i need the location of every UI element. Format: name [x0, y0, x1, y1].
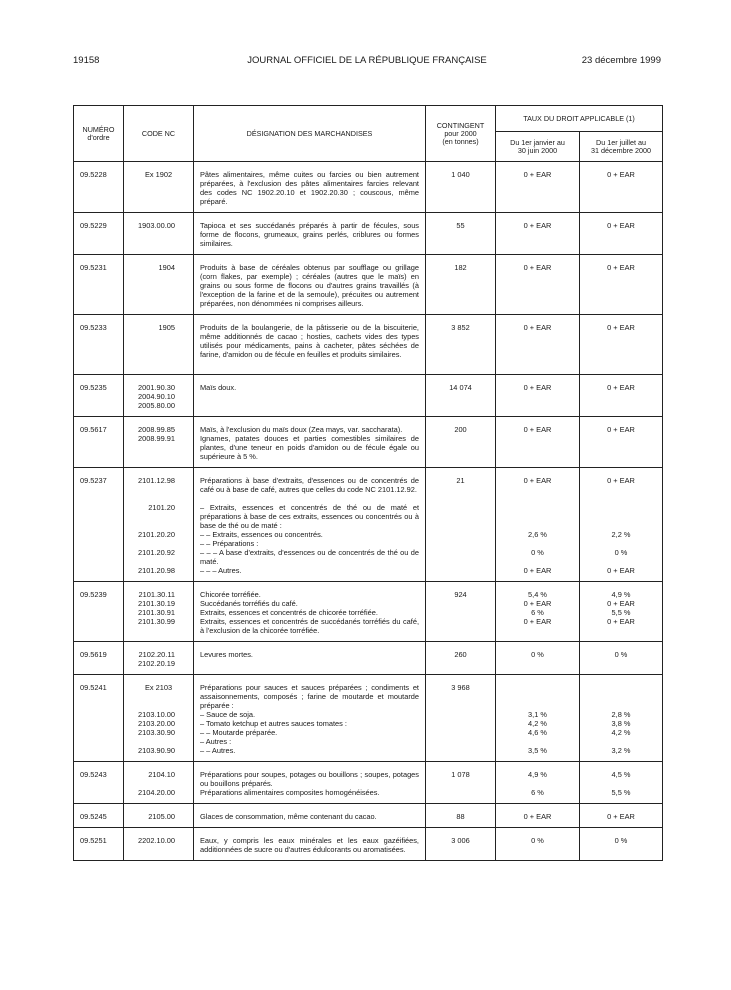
rate-period-1	[496, 503, 579, 530]
nc-code: 2102.20.11 2102.20.19	[138, 650, 175, 668]
rate-period-1	[496, 539, 579, 548]
nc-code: 2008.99.85	[138, 425, 175, 434]
nc-code: 2101.12.98	[138, 476, 175, 485]
rate-period-2-cell	[580, 162, 663, 213]
numero-cell	[74, 162, 124, 213]
rate-period-1: 0 + EAR	[523, 221, 552, 230]
code-cell	[124, 675, 194, 762]
nc-code: 2101.30.19	[138, 599, 175, 608]
contingent-value: 260	[454, 650, 467, 659]
code-cell	[124, 582, 194, 642]
designation-text: – – – A base d'extraits, d'essences ou de concentrés de thé ou de maté.	[200, 548, 422, 566]
rate-period-1: 0 + EAR	[523, 263, 552, 272]
designation-cell	[194, 375, 426, 417]
contingent-cell	[426, 582, 496, 642]
designation-cell	[194, 162, 426, 213]
rate-period-2: 0 + EAR	[607, 599, 635, 608]
table-row	[74, 255, 663, 315]
designation-text: – – Extraits, essences ou concentrés.	[200, 530, 323, 539]
rate-period-1: 0 + EAR	[523, 425, 552, 434]
rate-period-2	[580, 434, 662, 461]
order-number: 09.5241	[80, 683, 107, 692]
nc-code	[128, 737, 189, 746]
rate-period-2-cell	[580, 417, 663, 468]
rate-period-2: 3,8 %	[611, 719, 631, 728]
designation-text: Produits de la boulangerie, de la pâtisserie ou de la biscuiterie, même additionnés de cacao ; hosties, cachets vides des types utilisés pour médicaments, pains à cacheter, pâtes séchées de farine, d'amidon ou de fécule en feuilles et produits similaires.	[200, 323, 422, 359]
designation-cell	[194, 762, 426, 804]
designation-cell	[194, 828, 426, 861]
order-number: 09.5243	[80, 770, 107, 779]
rate-period-1: 5,4 %	[528, 590, 547, 599]
designation-text: – Sauce de soja.	[200, 710, 256, 719]
designation-cell	[194, 642, 426, 675]
code-cell	[124, 375, 194, 417]
rate-period-2: 3,2 %	[611, 746, 631, 755]
designation-text: Levures mortes.	[200, 650, 253, 659]
code-cell	[124, 642, 194, 675]
contingent-value: 200	[454, 425, 467, 434]
rate-period-1-cell	[496, 417, 580, 468]
designation-text: – Tomato ketchup et autres sauces tomates :	[200, 719, 347, 728]
rate-period-2-cell	[580, 642, 663, 675]
rate-period-1-cell	[496, 375, 580, 417]
code-cell	[124, 828, 194, 861]
designation-text: Glaces de consommation, même contenant du cacao.	[200, 812, 377, 821]
table-row	[74, 375, 663, 417]
designation-text: Produits à base de céréales obtenus par soufflage ou grillage (corn flakes, par exemple) ; céréales (autres que le maïs) en grains ou sous forme de flocons ou d'autres grains travaillés (à l'exception de la farine et de la semoule), précuites ou autrement préparées, non dénommées ni comprises ailleurs.	[200, 263, 422, 308]
contingent-value: 924	[454, 590, 467, 599]
journal-title: JOURNAL OFFICIEL DE LA RÉPUBLIQUE FRANÇAISE	[247, 55, 487, 66]
nc-code: 2202.10.00	[138, 836, 175, 845]
numero-cell	[74, 582, 124, 642]
code-cell	[124, 315, 194, 375]
nc-code: 2101.20.20	[138, 530, 175, 539]
contingent-value: 55	[456, 221, 465, 230]
nc-code: 2101.30.11	[138, 590, 175, 599]
designation-text: – – Moutarde préparée.	[200, 728, 278, 737]
rate-period-2-cell	[580, 762, 663, 804]
rate-period-2: 4,9 %	[611, 590, 631, 599]
rate-period-2: 0 + EAR	[607, 170, 635, 179]
contingent-cell	[426, 375, 496, 417]
rate-period-2	[580, 737, 662, 746]
order-number: 09.5251	[80, 836, 107, 845]
designation-cell	[194, 804, 426, 828]
table-row	[74, 675, 663, 762]
designation-text: Préparations pour sauces et sauces préparées ; condiments et assaisonnements, composés ; farine de moutarde et moutarde préparée :	[200, 683, 422, 710]
rate-period-1: 2,6 %	[528, 530, 547, 539]
nc-code: 2008.99.91	[138, 434, 175, 443]
contingent-value: 1 040	[451, 170, 470, 179]
rate-period-1: 0 + EAR	[523, 812, 552, 821]
rate-period-2-cell	[580, 213, 663, 255]
designation-text: Maïs doux.	[200, 383, 237, 392]
rate-period-1: 3,5 %	[528, 746, 547, 755]
rate-period-1: 4,2 %	[528, 719, 547, 728]
designation-cell	[194, 213, 426, 255]
rate-period-2: 0 + EAR	[607, 221, 635, 230]
numero-cell	[74, 468, 124, 582]
designation-text: Succédanés torréfiés du café.	[200, 599, 298, 608]
rate-period-1: 6 %	[531, 788, 544, 797]
tariff-quota-table	[73, 105, 663, 861]
nc-code: 2101.20	[148, 503, 175, 512]
nc-code: 2103.90.90	[138, 746, 175, 755]
table-body	[74, 162, 663, 861]
nc-code: 1904	[158, 263, 175, 272]
publication-date: 23 décembre 1999	[581, 55, 661, 66]
page-number: 19158	[73, 55, 100, 66]
code-cell	[124, 468, 194, 582]
nc-code	[128, 539, 189, 548]
numero-cell	[74, 804, 124, 828]
nc-code: 2104.10	[148, 770, 175, 779]
rate-period-1-cell	[496, 213, 580, 255]
table-row	[74, 468, 663, 582]
rate-period-1-cell	[496, 804, 580, 828]
nc-code: 1905	[158, 323, 175, 332]
rate-period-1: 0 + EAR	[523, 476, 552, 485]
order-number: 09.5231	[80, 263, 107, 272]
contingent-cell	[426, 468, 496, 582]
rate-period-2: 0 + EAR	[607, 617, 635, 626]
contingent-cell	[426, 828, 496, 861]
table-row	[74, 417, 663, 468]
contingent-cell	[426, 162, 496, 213]
numero-cell	[74, 642, 124, 675]
designation-cell	[194, 417, 426, 468]
rate-period-2: 0 %	[614, 548, 628, 557]
designation-text: – – – Autres.	[200, 566, 242, 575]
header-period-2: Du 1er juillet au 31 décembre 2000	[580, 132, 663, 162]
rate-period-2-cell	[580, 255, 663, 315]
rate-period-2: 0 + EAR	[607, 812, 635, 821]
designation-text: – Extraits, essences et concentrés de thé ou de maté et préparations à base de ces extraits, essences ou concentrés ou à base de thé ou de maté :	[200, 503, 422, 530]
contingent-value: 3 852	[451, 323, 470, 332]
rate-period-2: 0 + EAR	[607, 263, 635, 272]
table-row	[74, 315, 663, 375]
rate-period-2: 0 + EAR	[607, 425, 635, 434]
rate-period-2-cell	[580, 675, 663, 762]
rate-period-2: 2,8 %	[611, 710, 631, 719]
nc-code: 2104.20.00	[138, 788, 175, 797]
rate-period-2-cell	[580, 468, 663, 582]
table-row	[74, 162, 663, 213]
rate-period-2-cell	[580, 315, 663, 375]
designation-text: Tapioca et ses succédanés préparés à partir de fécules, sous forme de flocons, grumeaux, grains perlés, criblures ou formes similaires.	[200, 221, 422, 248]
table-row	[74, 762, 663, 804]
rate-period-1: 0 + EAR	[523, 383, 552, 392]
numero-cell	[74, 828, 124, 861]
header-period-1: Du 1er janvier au 30 juin 2000	[496, 132, 580, 162]
rate-period-1: 0 %	[531, 836, 544, 845]
designation-cell	[194, 468, 426, 582]
order-number: 09.5229	[80, 221, 107, 230]
order-number: 09.5233	[80, 323, 107, 332]
code-cell	[124, 417, 194, 468]
numero-cell	[74, 255, 124, 315]
rate-period-2	[580, 503, 662, 530]
numero-cell	[74, 762, 124, 804]
contingent-cell	[426, 315, 496, 375]
rate-period-1-cell	[496, 255, 580, 315]
contingent-cell	[426, 642, 496, 675]
designation-text: Pâtes alimentaires, même cuites ou farcies ou bien autrement préparées, à l'exclusion des pâtes alimentaires farcies relevant des codes NC 1902.20.10 et 1902.20.30 ; couscous, même préparé.	[200, 170, 422, 206]
rate-period-2: 4,5 %	[611, 770, 631, 779]
rate-period-1-cell	[496, 468, 580, 582]
numero-cell	[74, 675, 124, 762]
rate-period-1: 0 %	[531, 650, 544, 659]
rate-period-1: 0 %	[531, 548, 544, 557]
order-number: 09.5619	[80, 650, 107, 659]
rate-period-1	[496, 737, 579, 746]
contingent-value: 14 074	[449, 383, 472, 392]
rate-period-2-cell	[580, 375, 663, 417]
nc-code: 2101.20.92	[138, 548, 175, 557]
order-number: 09.5235	[80, 383, 107, 392]
designation-text: Extraits, essences et concentrés de chicorée torréfiée.	[200, 608, 378, 617]
designation-text: Extraits, essences et concentrés de succédanés torréfiés du café, à l'exclusion de la chicorée torréfiée.	[200, 617, 422, 635]
header-code: CODE NC	[124, 106, 194, 162]
contingent-cell	[426, 213, 496, 255]
order-number: 09.5239	[80, 590, 107, 599]
table-row	[74, 804, 663, 828]
nc-code: 2101.30.91	[138, 608, 175, 617]
nc-code: 2103.10.00	[138, 710, 175, 719]
rate-period-2: 0 + EAR	[607, 383, 635, 392]
designation-text: Ignames, patates douces et parties comestibles similaires de plantes, d'une teneur en poids d'amidon ou de fécule égale ou supérieure à 5 %.	[200, 434, 422, 461]
rate-period-2: 0 + EAR	[607, 323, 635, 332]
table-row	[74, 828, 663, 861]
designation-text: – – Autres.	[200, 746, 236, 755]
contingent-cell	[426, 762, 496, 804]
rate-period-2: 5,5 %	[611, 608, 631, 617]
rate-period-1-cell	[496, 675, 580, 762]
nc-code: 2101.20.98	[138, 566, 175, 575]
numero-cell	[74, 417, 124, 468]
rate-period-1: 6 %	[531, 608, 544, 617]
nc-code: 2105.00	[148, 812, 175, 821]
rate-period-2-cell	[580, 828, 663, 861]
contingent-cell	[426, 675, 496, 762]
numero-cell	[74, 315, 124, 375]
numero-cell	[74, 213, 124, 255]
designation-text: Préparations à base d'extraits, d'essences ou de concentrés de café ou à base de café, autres que celles du code NC 2101.12.92.	[200, 476, 422, 494]
rate-period-2-cell	[580, 582, 663, 642]
nc-code: 2101.30.99	[138, 617, 175, 626]
nc-code: 2103.30.90	[138, 728, 175, 737]
contingent-value: 21	[456, 476, 465, 485]
rate-period-1: 0 + EAR	[523, 599, 552, 608]
code-cell	[124, 762, 194, 804]
rate-period-2: 0 + EAR	[607, 476, 635, 485]
contingent-value: 182	[454, 263, 467, 272]
designation-cell	[194, 582, 426, 642]
code-cell	[124, 162, 194, 213]
rate-period-1-cell	[496, 762, 580, 804]
rate-period-1: 0 + EAR	[523, 170, 552, 179]
contingent-value: 88	[456, 812, 465, 821]
page-header	[73, 55, 661, 69]
rate-period-2: 4,2 %	[611, 728, 631, 737]
rate-period-2-cell	[580, 804, 663, 828]
rate-period-1-cell	[496, 162, 580, 213]
rate-period-1	[496, 434, 579, 461]
order-number: 09.5228	[80, 170, 107, 179]
rate-period-1: 0 + EAR	[523, 617, 552, 626]
designation-text: Chicorée torréfiée.	[200, 590, 261, 599]
nc-code: 1903.00.00	[138, 221, 175, 230]
rate-period-1: 0 + EAR	[523, 566, 552, 575]
header-taux: TAUX DU DROIT APPLICABLE (1)	[496, 106, 663, 132]
numero-cell	[74, 375, 124, 417]
rate-period-2: 0 %	[614, 650, 628, 659]
rate-period-2	[580, 683, 662, 710]
order-number: 09.5245	[80, 812, 107, 821]
designation-text: Eaux, y compris les eaux minérales et les eaux gazéifiées, additionnées de sucre ou d'autres édulcorants ou aromatisées.	[200, 836, 422, 854]
contingent-cell	[426, 255, 496, 315]
rate-period-1: 3,1 %	[528, 710, 547, 719]
contingent-value: 1 078	[451, 770, 470, 779]
designation-text: Préparations pour soupes, potages ou bouillons ; soupes, potages ou bouillons préparés.	[200, 770, 422, 788]
order-number: 09.5237	[80, 476, 107, 485]
nc-code: Ex 2103	[144, 683, 173, 692]
rate-period-1-cell	[496, 582, 580, 642]
designation-text: – Autres :	[200, 737, 232, 746]
nc-code: 2001.90.30 2004.90.10 2005.80.00	[138, 383, 175, 410]
rate-period-1	[496, 683, 579, 710]
rate-period-1: 4,9 %	[528, 770, 547, 779]
rate-period-1: 0 + EAR	[523, 323, 552, 332]
rate-period-2: 2,2 %	[611, 530, 631, 539]
contingent-cell	[426, 804, 496, 828]
rate-period-1-cell	[496, 642, 580, 675]
contingent-value: 3 968	[451, 683, 470, 692]
rate-period-1-cell	[496, 828, 580, 861]
order-number: 09.5617	[80, 425, 107, 434]
contingent-value: 3 006	[451, 836, 470, 845]
code-cell	[124, 213, 194, 255]
nc-code: 2103.20.00	[138, 719, 175, 728]
table-row	[74, 213, 663, 255]
table-row	[74, 642, 663, 675]
code-cell	[124, 804, 194, 828]
code-cell	[124, 255, 194, 315]
rate-period-1-cell	[496, 315, 580, 375]
contingent-cell	[426, 417, 496, 468]
designation-cell	[194, 675, 426, 762]
rate-period-2: 5,5 %	[611, 788, 631, 797]
table-row	[74, 582, 663, 642]
designation-text: – – Préparations :	[200, 539, 259, 548]
header-contingent: CONTINGENT pour 2000 (en tonnes)	[426, 106, 496, 162]
designation-text: Maïs, à l'exclusion du maïs doux (Zea mays, var. saccharata).	[200, 425, 403, 434]
designation-text: Préparations alimentaires composites homogénéisées.	[200, 788, 380, 797]
rate-period-2: 0 + EAR	[607, 566, 635, 575]
rate-period-1: 4,6 %	[528, 728, 547, 737]
nc-code: Ex 1902	[144, 170, 173, 179]
header-numero: NUMÉRO d'ordre	[74, 106, 124, 162]
rate-period-2	[580, 539, 662, 548]
designation-cell	[194, 315, 426, 375]
rate-period-2: 0 %	[614, 836, 628, 845]
designation-cell	[194, 255, 426, 315]
header-designation: DÉSIGNATION DES MARCHANDISES	[194, 106, 426, 162]
